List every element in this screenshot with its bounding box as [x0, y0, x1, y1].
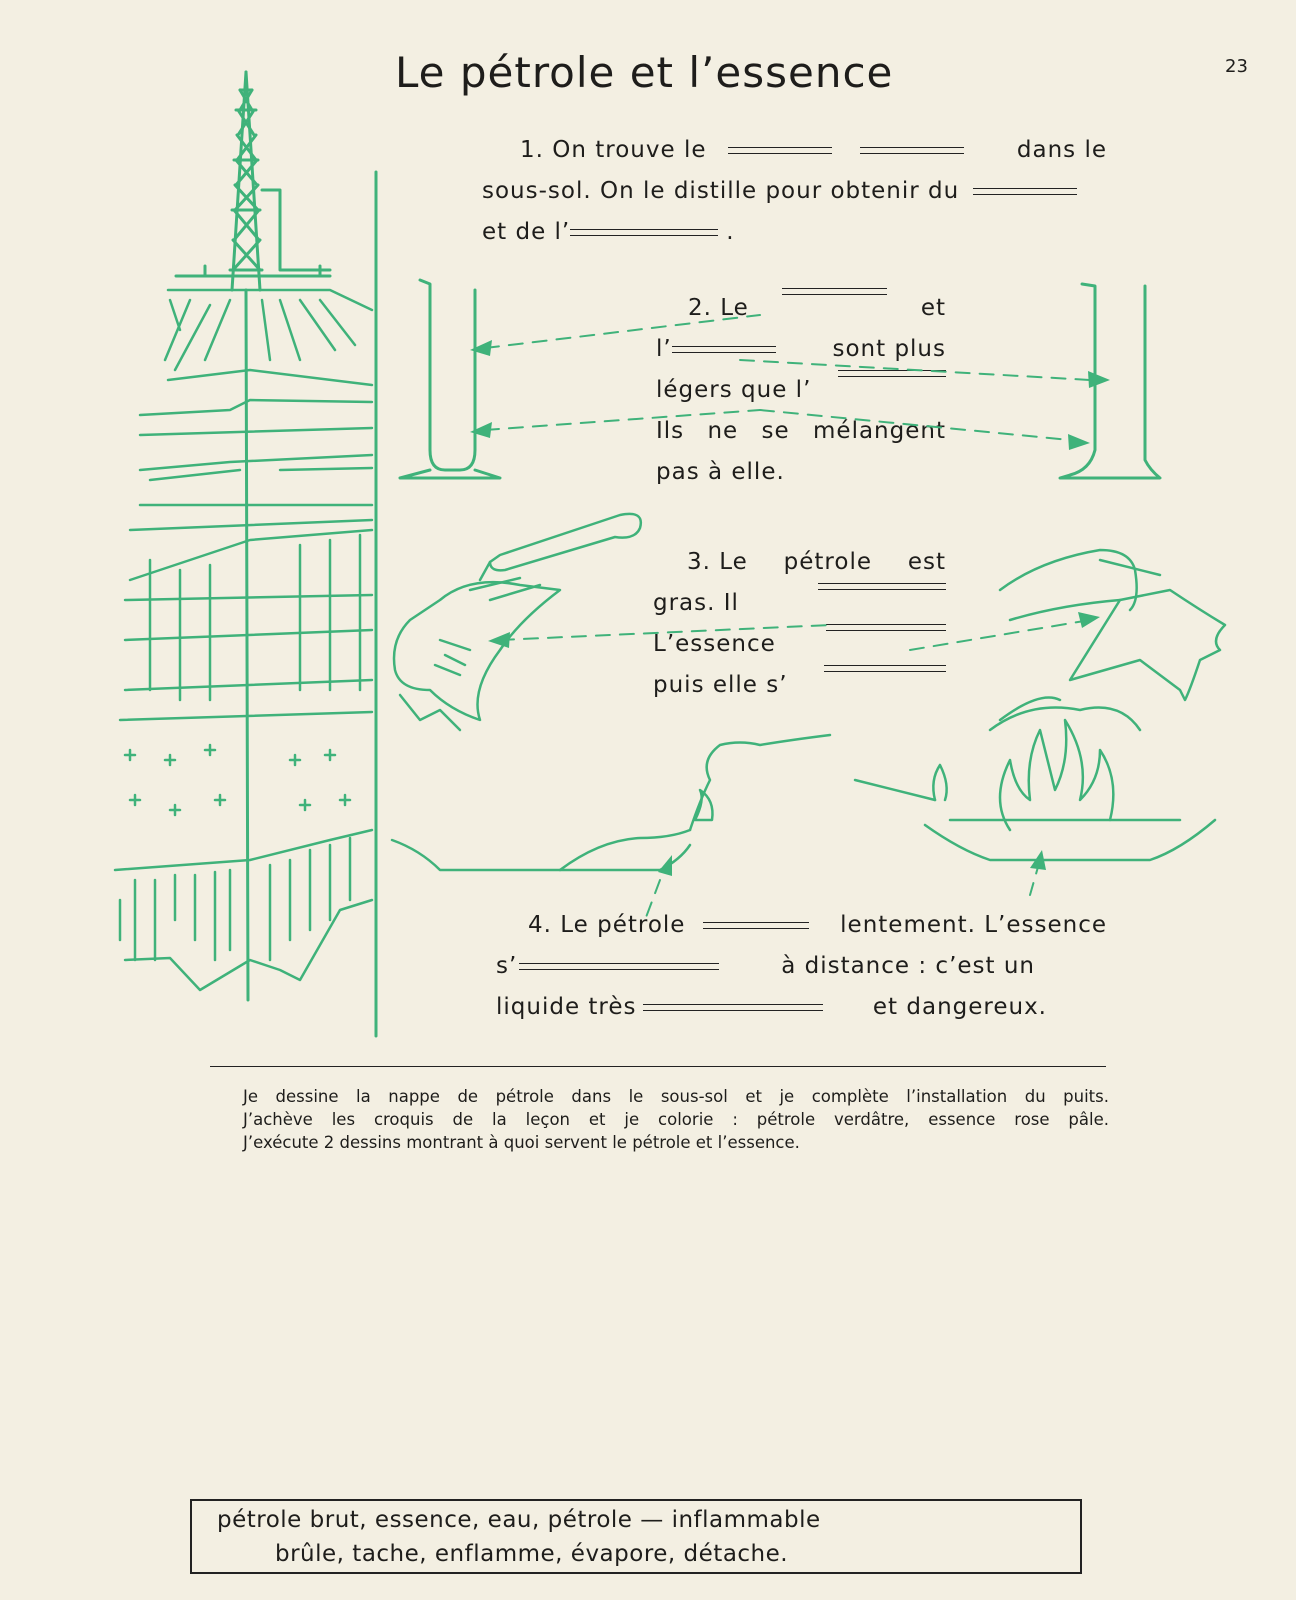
q3-word: est: [907, 549, 946, 575]
q2-text-2: et: [920, 295, 946, 321]
q4-text-3: s’: [496, 953, 518, 979]
q2-text-1: 2. Le: [688, 295, 749, 321]
q1-text-2: dans le: [1016, 137, 1107, 163]
q2-text-3: l’: [656, 336, 672, 362]
burning-dish-right: [855, 698, 1215, 861]
word-box-line-1: pétrole brut, essence, eau, pétrole — inflammable: [217, 1507, 821, 1533]
q1-text-3: sous-sol. On le distille pour obtenir du: [482, 178, 960, 204]
q2-word: se: [761, 418, 790, 444]
q2-text-6: pas à elle.: [656, 459, 785, 485]
q3-word: 3. Le: [687, 549, 748, 575]
instruction-line: J’achève les croquis de la leçon et je colorie : pétrole verdâtre, essence rose pâle.: [243, 1110, 1109, 1129]
cylinder-left: [400, 280, 500, 478]
q4-text-1: 4. Le pétrole: [528, 912, 686, 938]
q4-text-2: lentement. L’essence: [840, 912, 1107, 938]
q1-text-4: et de l’: [482, 219, 571, 245]
pipette-cloth-drawing: [394, 514, 641, 730]
q3-word: pétrole: [783, 549, 872, 575]
q3-text-3: L’essence: [653, 631, 776, 657]
q2-word: mélangent: [813, 418, 946, 444]
q2-word: ne: [707, 418, 739, 444]
instruction-line: Je dessine la nappe de pétrole dans le sous-sol et je complète l’installation du puits.: [243, 1087, 1109, 1106]
page-title: Le pétrole et l’essence: [395, 48, 894, 97]
well-pipe: [246, 290, 248, 1000]
page-number: 23: [1225, 56, 1248, 77]
cylinder-right: [1060, 284, 1160, 478]
hand-cloth-drawing: [1000, 550, 1225, 700]
oil-derrick-drawing: [176, 72, 330, 290]
q4-text-4: à distance : c’est un: [781, 953, 1035, 979]
q3-text-4: puis elle s’: [653, 672, 788, 698]
q2-text-5: légers que l’: [656, 377, 812, 403]
burning-dish-left: [392, 735, 830, 870]
subsoil-cross-section: [115, 290, 372, 990]
q1-text-5: .: [726, 219, 735, 245]
q1-text-1: 1. On trouve le: [520, 137, 707, 163]
q4-text-5: liquide très: [496, 994, 637, 1020]
instruction-line: J’exécute 2 dessins montrant à quoi servent le pétrole et l’essence.: [243, 1133, 800, 1152]
q2-text-4: sont plus: [832, 336, 946, 362]
q3-text-2: gras. Il: [653, 590, 739, 616]
q2-word: Ils: [656, 418, 685, 444]
q4-text-6: et dangereux.: [872, 994, 1047, 1020]
arrow-heads: [470, 340, 1110, 876]
word-box-line-2: brûle, tache, enflamme, évapore, détache.: [275, 1541, 789, 1567]
dashed-arrows: [485, 315, 1090, 920]
